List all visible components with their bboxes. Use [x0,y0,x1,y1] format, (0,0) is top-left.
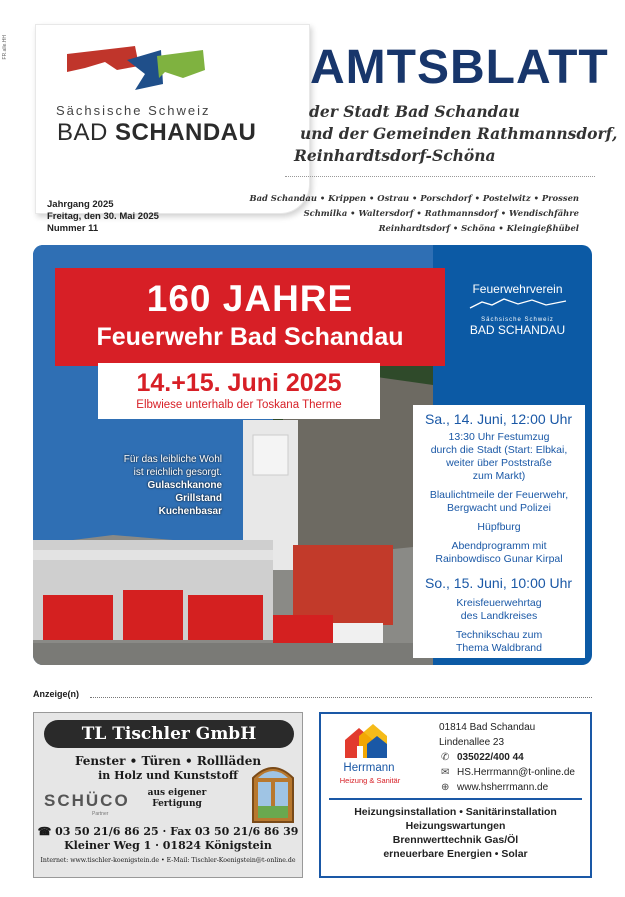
program-item: Rainbowdisco Gunar Kirpal [435,553,563,565]
ad-herrmann-web[interactable]: www.hsherrmann.de [457,782,549,793]
ad-herrmann-brand: Herrmann [343,762,395,774]
sunday-heading: So., 15. Juni, 10:00 Uhr [425,575,573,591]
ads-label: Anzeige(n) [33,689,79,699]
ad-tischler-web[interactable]: Internet: www.tischler-koenigstein.de • E-Mail: Tischler-Koenigstein@t-online.de [40,857,296,864]
mail-icon: ✉ [441,767,450,778]
ad-tischler-own: aus eigener Fertigung [147,788,207,809]
headline-years: 160 JAHRE [146,278,354,319]
program-item: Bergwacht und Polizei [447,502,551,514]
issue-year: Jahrgang 2025 [47,199,114,210]
ad-herrmann-phone: 035022/400 44 [457,752,524,763]
towns-line-1: Bad Schandau • Krippen • Ostrau • Porschdorf • Postelwitz • Prossen [249,193,579,203]
subtitle-line-3: Reinhardtsdorf-Schöna [294,146,496,165]
towns-line-3: Reinhardtsdorf • Schöna • Kleingießhübel [378,223,579,233]
window-icon [250,758,296,824]
program-item: 13:30 Uhr Festumzug [448,431,550,443]
page-title: AMTSBLATT [310,41,609,94]
issue-number: Nummer 11 [47,223,99,234]
event-location: Elbwiese unterhalb der Toskana Therme [136,399,342,411]
subtitle-line-1: der Stadt Bad Schandau [309,102,520,121]
ad-herrmann-divider [329,798,582,800]
program-item: Kreisfeuerwehrtag [456,597,542,609]
schuco-logo: SCHÜCO [44,791,130,810]
town-logo-icon [65,44,245,94]
program-item: zum Markt) [472,470,526,482]
program-item: des Landkreises [460,610,538,622]
ad-tischler-materials: in Holz und Kunststoff [98,769,238,782]
program-item: durch die Stadt (Start: Elbkai, [430,444,568,456]
globe-icon: ⊕ [441,782,450,793]
food-info: Für das leibliche Wohl ist reichlich gesorgt. Gulaschkanone Grillstand Kuchenbasar [123,454,222,517]
ad-tischler [33,712,303,878]
ad-herrmann-service: Heizungswartungen [405,820,506,832]
program-box [413,405,585,658]
divider [285,176,595,177]
fire-association-logo: Feuerwehrverein Sächsische Schweiz BAD SCHANDAU [460,282,575,337]
ad-tischler-address: Kleiner Weg 1 · 01824 Königstein [64,839,272,852]
saturday-heading: Sa., 14. Juni, 12:00 Uhr [425,411,573,427]
program-item: Blaulichtmeile der Feuerwehr, [429,489,569,501]
ad-tischler-products: Fenster • Türen • Rollläden [74,754,262,768]
ad-herrmann-street: Lindenallee 23 [439,737,505,748]
issue-date: Freitag, den 30. Mai 2025 [47,211,159,222]
headline-org: Feuerwehr Bad Schandau [96,323,404,351]
ad-herrmann-service: erneuerbare Energien • Solar [383,848,528,860]
print-code: FR.alle.HH [2,35,8,60]
ads-divider [90,697,592,698]
mountain-icon [468,296,568,310]
program-item: Technikschau zum [455,629,543,641]
ad-herrmann-tagline: Heizung & Sanitär [339,776,401,785]
ad-herrmann-city: 01814 Bad Schandau [439,722,536,733]
ad-herrmann-email[interactable]: HS.Herrmann@t-online.de [457,767,575,778]
logo-town: BAD SCHANDAU [57,119,257,146]
schuco-partner: Partner [92,811,109,817]
ad-tischler-name: TL Tischler GmbH [44,720,294,748]
photo-credit: ID! [573,650,584,659]
ad-herrmann-service: Heizungsinstallation • Sanitärinstallation [354,806,557,818]
ad-herrmann-service: Brennwerttechnik Gas/Öl [392,834,519,846]
ad-tischler-phone: ☎ 03 50 21/6 86 25 · Fax 03 50 21/6 86 39 [37,825,299,838]
logo-region: Sächsische Schweiz [56,103,211,118]
house-logo-icon [337,722,401,762]
event-dates: 14.+15. Juni 2025 [136,369,342,397]
subtitle-line-2: und der Gemeinden Rathmannsdorf, [300,124,618,143]
program-item: weiter über Poststraße [446,457,552,469]
ad-herrmann [319,712,592,878]
headline-banner [55,268,445,366]
program-item: Thema Waldbrand [456,642,542,654]
date-box [98,363,380,419]
program-item: Hüpfburg [477,521,521,533]
phone-icon: ✆ [441,752,450,763]
event-poster [33,245,592,665]
towns-line-2: Schmilka • Waltersdorf • Rathmannsdorf • Wendischfähre [303,208,579,218]
program-item: Abendprogramm mit [451,540,547,552]
